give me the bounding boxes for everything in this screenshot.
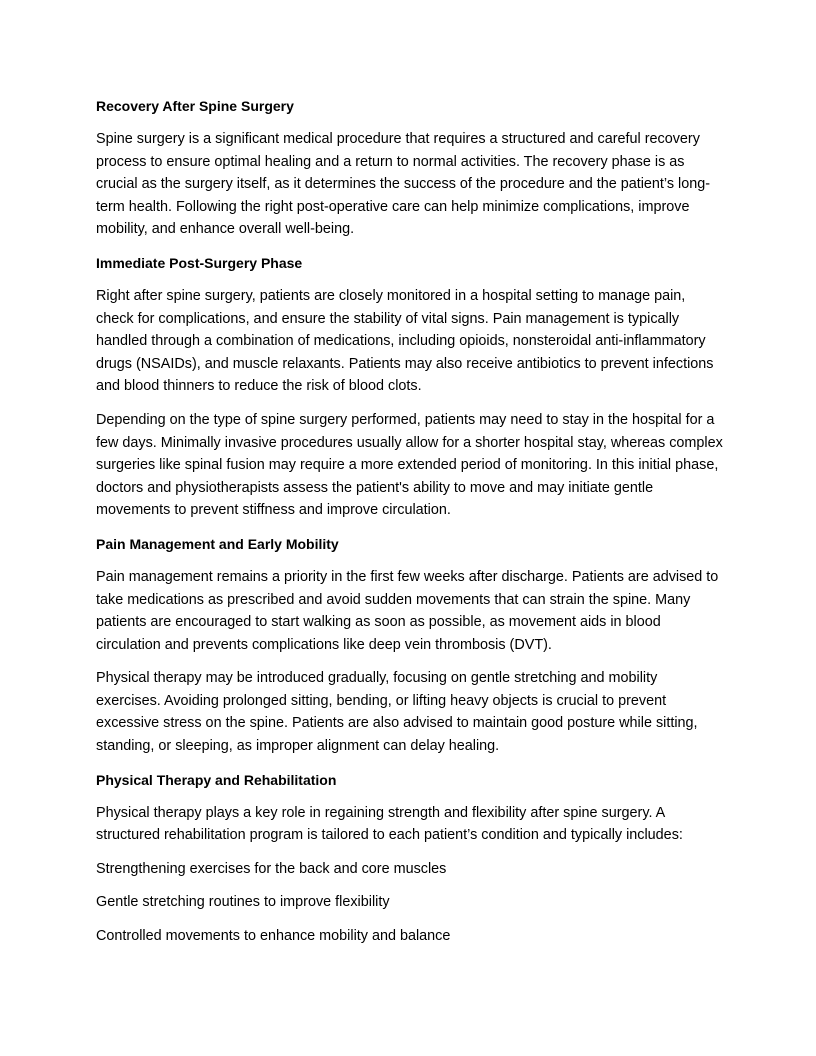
section-paragraph: Depending on the type of spine surgery performed, patients may need to stay in the hospital for a few days. Minimally invasive procedures usually allow for a shorter hospital stay, whereas complex surgeries like spinal fusion may require a more extended period of monitoring. In this initial phase, doctors and physiotherapists assess the patient's ability to move and may initiate gentle movements to prevent stiffness and improve circulation. — [96, 411, 723, 519]
section-heading-physical-therapy: Physical Therapy and Rehabilitation — [96, 771, 337, 788]
list-item: Gentle stretching routines to improve flexibility — [96, 894, 390, 911]
document-body — [96, 95, 724, 959]
list-item: Controlled movements to enhance mobility and balance — [96, 928, 451, 945]
section-paragraph: Physical therapy plays a key role in regaining strength and flexibility after spine surgery. A structured rehabilitation program is tailored to each patient’s condition and typically includes: — [96, 804, 683, 844]
section-paragraph: Pain management remains a priority in the first few weeks after discharge. Patients are advised to take medications as prescribed and avoid sudden movements that can strain the spine. Many patients are encouraged to start walking as soon as possible, as movement aids in blood circulation and prevents complications like deep vein thrombosis (DVT). — [96, 568, 719, 653]
section-paragraph: Physical therapy may be introduced gradually, focusing on gentle stretching and mobility exercises. Avoiding prolonged sitting, bending, or lifting heavy objects is crucial to prevent excessive stress on the spine. Patients are also advised to maintain good posture while sitting, standing, or sleeping, as improper alignment can delay healing. — [96, 670, 698, 755]
section-paragraph: Right after spine surgery, patients are closely monitored in a hospital setting to manage pain, check for complications, and ensure the stability of vital signs. Pain management is typically handled through a combination of medications, including opioids, nonsteroidal anti-inflammatory drugs (NSAIDs), and muscle relaxants. Patients may also receive antibiotics to prevent infections and blood thinners to reduce the risk of blood clots. — [96, 287, 714, 395]
section-heading-pain-management: Pain Management and Early Mobility — [96, 535, 339, 552]
section-heading-immediate-post-surgery: Immediate Post-Surgery Phase — [96, 254, 303, 271]
intro-paragraph: Spine surgery is a significant medical procedure that requires a structured and careful recovery process to ensure optimal healing and a return to normal activities. The recovery phase is as crucial as the surgery itself, as it determines the success of the procedure and the patient’s long-term health. Following the right post-operative care can help minimize complications, improve mobility, and enhance overall well-being. — [96, 131, 711, 238]
list-item: Strengthening exercises for the back and core muscles — [96, 860, 447, 877]
document-title: Recovery After Spine Surgery — [96, 98, 294, 114]
